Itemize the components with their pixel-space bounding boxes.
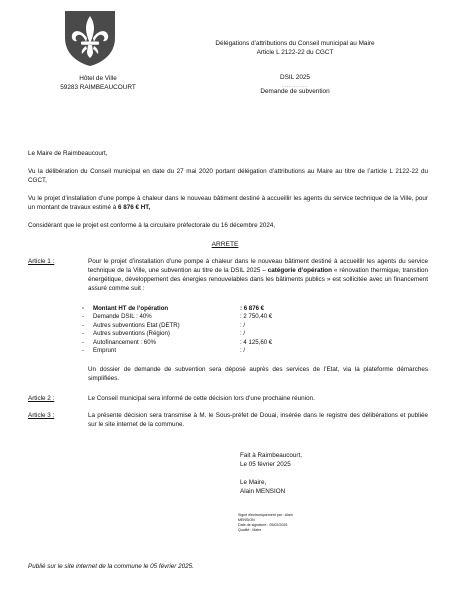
- financing-dash: -: [82, 313, 85, 321]
- financing-row: [82, 322, 322, 330]
- document-heading: [190, 40, 400, 57]
- town-hall-address: [48, 74, 148, 93]
- signature-role: Le Maire,: [240, 478, 267, 486]
- article-1-text-end: « rénovation thermique, transition énergétique, développement des énergies renouvelables dans les bâtiments publics » est sollicitée avec un financement assuré comme suit :: [88, 266, 428, 292]
- financing-dash: -: [82, 330, 85, 338]
- financing-value: : /: [240, 347, 246, 355]
- financing-dash: -: [82, 338, 85, 346]
- article-1-closing: Un dossier de demande de subvention sera déposé auprès des services de l’Etat, via la plateforme démarches simplifiées.: [88, 366, 428, 382]
- arrete-heading: ARRETE: [211, 241, 239, 248]
- financing-row: [82, 347, 322, 355]
- heading-title: Délégations d’attributions du Conseil municipal au Maire: [215, 40, 375, 47]
- financing-value: : 6 876 €: [240, 305, 265, 312]
- project-amount: 6 876 € HT,: [117, 203, 151, 211]
- signature-place: Fait à Raimbeaucourt,: [240, 452, 302, 459]
- signature-block: [240, 452, 302, 497]
- esign-signed-by: Signé électroniquement par : Alain: [238, 513, 293, 517]
- financing-row: [82, 339, 322, 347]
- article-1-label: Article 1 :: [28, 258, 55, 265]
- financing-row: [82, 313, 322, 321]
- dsil-label: DSIL 2025: [280, 74, 310, 81]
- financing-dash: -: [82, 305, 85, 312]
- dsil-separator: -----------: [282, 82, 308, 88]
- esign-name: MENSION: [238, 517, 255, 522]
- heading-article: Article L 2122-22 du CGCT: [256, 48, 334, 56]
- financing-row: [82, 330, 322, 338]
- town-hall-postcode: 59283 RAIMBEAUCOURT: [60, 84, 136, 92]
- article-1-text-start: Pour le projet d’installation d’une pompe à chaleur dans le nouveau bâtiment destiné à accueillir les agents du service technique de la Ville, une subvention au titre de la DSIL 2025 –: [88, 258, 428, 274]
- financing-label: Montant HT de l’opération: [93, 305, 169, 312]
- article-3-text: La présente décision sera transmise à M. le Sous-préfet de Douai, insérée dans le registre des délibérations et publiée sur le site internet de la commune.: [88, 412, 428, 428]
- article-2-text: Le Conseil municipal sera informé de cette décision lors d’une prochaine réunion.: [88, 395, 315, 402]
- paragraph-project-text: Vu le projet d’installation d’une pompe à chaleur dans le nouveau bâtiment destiné à accueillir les agents du service technique de la Ville, pour un montant de travaux estimé à: [28, 195, 428, 211]
- financing-list: [82, 305, 322, 355]
- article-1-text: [88, 258, 428, 294]
- paragraph-considering: Considérant que le projet est conforme à la circulaire préfectorale du 16 décembre 2024,: [28, 222, 276, 229]
- financing-row: [82, 305, 322, 313]
- financing-value: : 4 125,60 €: [240, 338, 273, 346]
- dsil-block: [230, 74, 360, 96]
- paragraph-deliberation: Vu la délibération du Conseil municipal en date du 27 mai 2020 portant délégation d’attributions au Maire au titre de l’article L 2122-22 du CGCT,: [28, 168, 428, 184]
- financing-value: : /: [240, 330, 246, 338]
- financing-value: : 2 750,40 €: [240, 313, 273, 321]
- publication-note: Publié sur le site internet de la commune le 05 février 2025.: [28, 563, 194, 570]
- article-3-label: Article 3 :: [28, 412, 55, 419]
- financing-label: Emprunt: [93, 347, 117, 355]
- signature-date: Le 05 février 2025: [240, 460, 291, 468]
- electronic-signature-stamp: [238, 513, 318, 532]
- paragraph-project: [28, 195, 428, 213]
- coat-of-arms-fleur-de-lis-icon: [62, 8, 118, 68]
- article-1-category: catégorie d’opération: [267, 266, 332, 274]
- esign-date: Date de signature : 05/02/2025: [238, 522, 288, 527]
- financing-dash: -: [82, 347, 85, 355]
- financing-label: Autres subventions Etat (DETR): [93, 321, 180, 329]
- financing-value: : /: [240, 321, 246, 329]
- article-2-label: Article 2 :: [28, 395, 55, 402]
- town-hall-label: Hôtel de Ville: [79, 75, 117, 82]
- financing-label: Demande DSIL : 40%: [93, 313, 152, 321]
- esign-quality: Qualité : Maire: [238, 527, 262, 532]
- financing-label: Autofinancement : 60%: [93, 338, 157, 346]
- intro-line: Le Maire de Raimbeaucourt,: [28, 150, 108, 157]
- financing-label: Autres subventions (Région): [93, 330, 170, 338]
- subject-label: Demande de subvention: [260, 87, 330, 95]
- signature-name: Alain MENSION: [240, 487, 286, 495]
- financing-dash: -: [82, 321, 85, 329]
